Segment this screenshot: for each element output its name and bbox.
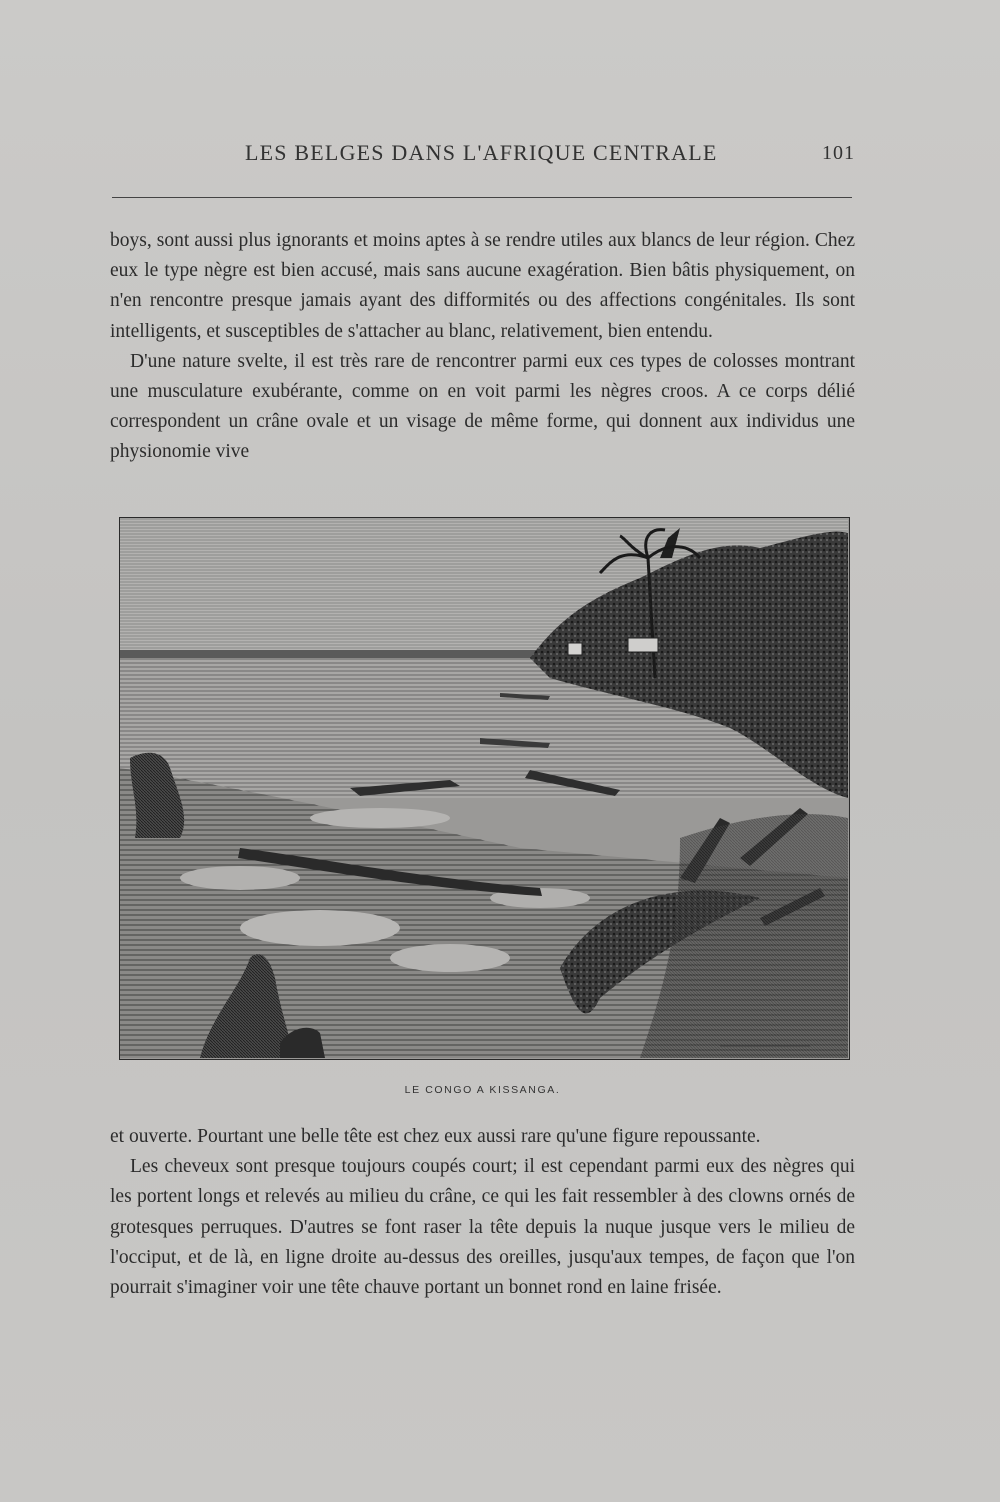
running-head (110, 140, 855, 172)
paragraph: et ouverte. Pourtant une belle tête est chez eux aussi rare qu'une figure repoussante. (110, 1126, 761, 1147)
running-title: LES BELGES DANS L'AFRIQUE CENTRALE (245, 140, 718, 165)
page-number: 101 (822, 142, 855, 164)
body-text-top (110, 226, 855, 468)
paragraph: boys, sont aussi plus ignorants et moins aptes à se rendre utiles aux blancs de leur région. Chez eux le type nègre est bien accusé, mais sans aucune exagération. Bien bâtis physiquement, on n'en rencontre presque jamais ayant des difformités ou des affections congénitales. Ils sont intelligents, et susceptibles de s'attacher au blanc, relativement, bien entendu. (110, 230, 855, 342)
body-text-bottom (110, 1122, 855, 1303)
figure-illustration (119, 517, 850, 1060)
river-landscape-engraving (120, 518, 848, 1058)
header-rule (112, 197, 852, 198)
figure-caption: LE CONGO A KISSANGA. (404, 1084, 561, 1096)
paragraph: D'une nature svelte, il est très rare de rencontrer parmi eux ces types de colosses montrant une musculature exubérante, comme on en voit parmi les nègres croos. A ce corps délié correspondent un crâne ovale et un visage de même forme, qui donnent aux individus une physionomie vive (110, 350, 855, 463)
paragraph: Les cheveux sont presque toujours coupés court; il est cependant parmi eux des nègres qui les portent longs et relevés au milieu du crâne, ce qui les fait ressembler à des clowns ornés de grotesques perruques. D'autres se font raser la tête depuis la nuque jusque vers le milieu de l'occiput, et de là, en ligne droite au-dessus des oreilles, jusqu'aux tempes, de façon que l'on pourrait s'imaginer voir une tête chauve portant un bonnet rond en laine frisée. (110, 1156, 855, 1299)
